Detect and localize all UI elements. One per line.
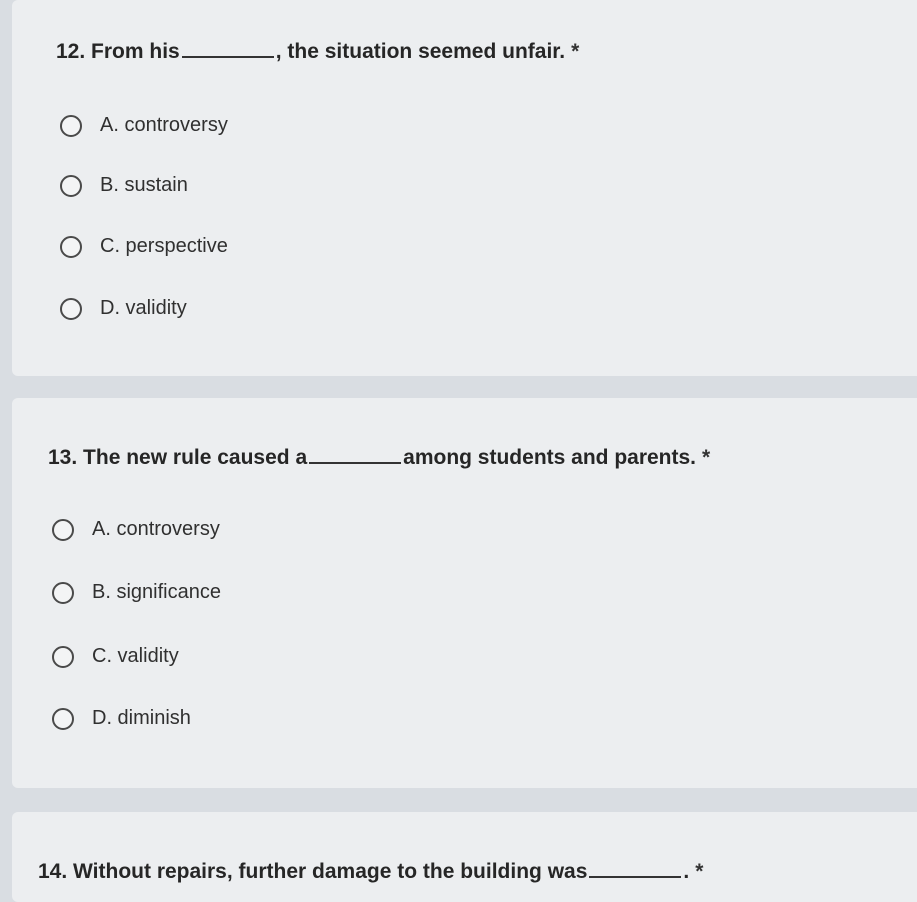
option-label: D. diminish xyxy=(92,707,191,729)
radio-button[interactable] xyxy=(60,115,82,137)
radio-button[interactable] xyxy=(60,236,82,258)
q13-option-d[interactable] xyxy=(52,707,191,730)
option-label: A. controversy xyxy=(92,518,220,540)
question-13-before: The new rule caused a xyxy=(83,446,308,469)
question-14-number: 14. xyxy=(38,860,68,883)
question-12-before: From his xyxy=(91,40,180,63)
question-13-after: among students and parents. xyxy=(403,446,697,469)
option-label: B. sustain xyxy=(100,174,188,196)
question-13-text xyxy=(48,444,710,470)
question-13-number: 13. xyxy=(48,446,78,469)
q12-option-d[interactable] xyxy=(60,297,187,320)
q13-option-a[interactable] xyxy=(52,518,220,541)
radio-button[interactable] xyxy=(60,175,82,197)
question-card-13 xyxy=(12,398,917,788)
question-13-blank xyxy=(309,444,401,464)
option-label: D. validity xyxy=(100,297,187,319)
question-12-after: , the situation seemed unfair. xyxy=(275,40,566,63)
radio-button[interactable] xyxy=(52,519,74,541)
radio-button[interactable] xyxy=(60,298,82,320)
q12-option-c[interactable] xyxy=(60,235,228,258)
option-label: A. controversy xyxy=(100,114,228,136)
option-label: B. significance xyxy=(92,581,221,603)
q12-option-b[interactable] xyxy=(60,174,188,197)
question-14-blank xyxy=(589,858,681,878)
q13-option-b[interactable] xyxy=(52,581,221,604)
question-12-blank xyxy=(182,38,274,58)
option-label: C. perspective xyxy=(100,235,228,257)
question-14-text xyxy=(38,858,703,884)
required-marker: * xyxy=(695,860,704,883)
question-card-12 xyxy=(12,0,917,376)
question-12-text xyxy=(56,38,579,64)
radio-button[interactable] xyxy=(52,582,74,604)
q13-option-c[interactable] xyxy=(52,645,179,668)
question-14-before: Without repairs, further damage to the building was xyxy=(73,860,588,883)
radio-button[interactable] xyxy=(52,708,74,730)
required-marker: * xyxy=(571,40,580,63)
question-14-after: . xyxy=(683,860,690,883)
q12-option-a[interactable] xyxy=(60,114,228,137)
question-card-14 xyxy=(12,812,917,902)
required-marker: * xyxy=(702,446,711,469)
question-12-number: 12. xyxy=(56,40,86,63)
option-label: C. validity xyxy=(92,645,179,667)
radio-button[interactable] xyxy=(52,646,74,668)
